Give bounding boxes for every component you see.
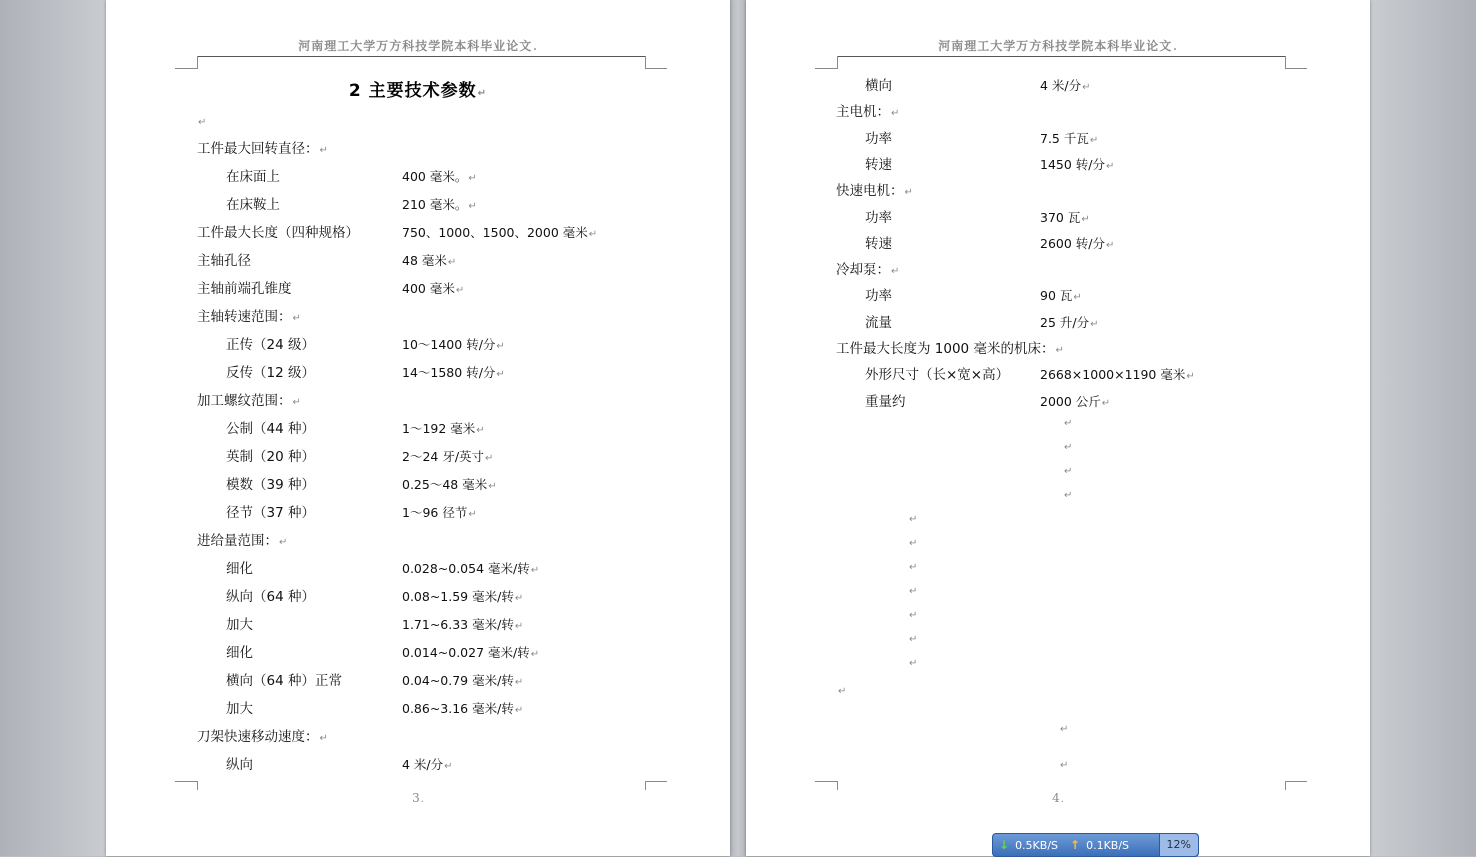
spec-row (106, 280, 730, 298)
spec-label: 公制（44 种） (226, 421, 315, 437)
spec-label: 细化 (226, 645, 253, 661)
spec-row (106, 336, 730, 354)
paragraph-mark: ↵ (485, 453, 494, 464)
paragraph-mark: ↵ (1064, 490, 1073, 501)
spec-row (746, 235, 1370, 253)
upload-speed (1064, 838, 1135, 852)
spec-row (746, 103, 1370, 121)
paragraph-mark: ↵ (1186, 371, 1195, 383)
spec-row (106, 112, 730, 130)
spec-value: 4 米/分↵ (402, 757, 453, 772)
paragraph-mark: ↵ (588, 229, 598, 240)
spec-label: 工件最大回转直径：↵ (197, 141, 328, 157)
network-speed-widget[interactable] (992, 833, 1199, 857)
document-page-4[interactable] (746, 0, 1370, 856)
spec-value: 0.014~0.027 毫米/转↵ (402, 645, 540, 660)
spec-row (106, 392, 730, 410)
page-gap (730, 0, 746, 856)
spec-value: 210 毫米。↵ (402, 197, 477, 212)
spec-row (746, 156, 1370, 174)
paragraph-mark: ↵ (319, 145, 328, 156)
spec-label (197, 112, 206, 132)
spec-value: 2～24 牙/英寸↵ (402, 449, 494, 464)
spec-row (746, 340, 1370, 358)
paragraph-mark: ↵ (1055, 345, 1064, 356)
spec-label: 细化 (226, 561, 253, 577)
spec-label: 横向 (865, 78, 892, 94)
spec-row (106, 252, 730, 270)
crop-mark (1285, 68, 1307, 69)
spec-row (746, 261, 1370, 279)
spec-row (106, 448, 730, 466)
spec-value: 48 毫米↵ (402, 253, 457, 268)
page-header: 河南理工大学万方科技学院本科毕业论文. (938, 39, 1178, 53)
spec-row (746, 287, 1370, 305)
spec-row (106, 644, 730, 662)
spec-label: 重量约 (865, 393, 906, 410)
paragraph-mark: ↵ (909, 610, 918, 621)
paragraph-mark: ↵ (319, 733, 328, 744)
paragraph-mark: ↵ (1101, 397, 1111, 409)
spec-row (106, 224, 730, 242)
paragraph-mark: ↵ (1064, 418, 1073, 429)
header-rule (197, 56, 645, 57)
paragraph-mark: ↵ (292, 397, 301, 408)
document-page-3[interactable] (106, 0, 730, 856)
paragraph-mark: ↵ (530, 565, 540, 576)
crop-mark (197, 56, 198, 69)
download-arrow-icon: ↓ (999, 838, 1010, 852)
crop-mark (175, 68, 197, 69)
paragraph-mark: ↵ (514, 705, 524, 716)
spec-value: 1～96 径节↵ (402, 505, 477, 520)
paragraph-mark: ↵ (468, 509, 477, 520)
paragraph-mark: ↵ (909, 514, 918, 525)
paragraph-mark: ↵ (1090, 318, 1099, 330)
spec-row (106, 364, 730, 382)
spec-row (106, 560, 730, 578)
spec-label: 英制（20 种） (226, 449, 315, 465)
spec-row (746, 314, 1370, 332)
crop-mark (1285, 781, 1286, 790)
paragraph-mark: ↵ (909, 538, 918, 549)
paragraph-mark: ↵ (1060, 760, 1069, 771)
page-header: 河南理工大学万方科技学院本科毕业论文. (298, 39, 538, 53)
spec-value: 0.028~0.054 毫米/转↵ (402, 561, 540, 576)
paragraph-mark: ↵ (496, 341, 505, 352)
crop-mark (175, 781, 197, 782)
spec-label: 横向（64 种）正常 (226, 673, 342, 689)
paragraph-mark: ↵ (1073, 292, 1082, 304)
crop-mark (645, 781, 646, 790)
spec-row (106, 700, 730, 718)
spec-label: 工件最大长度为 1000 毫米的机床：↵ (836, 341, 1064, 357)
spec-label: 功率 (865, 130, 892, 147)
paragraph-mark: ↵ (904, 187, 913, 199)
spec-value: 2000 公斤↵ (1040, 393, 1111, 409)
spec-row (106, 476, 730, 494)
spec-label: 流量 (865, 314, 892, 331)
paragraph-mark: ↵ (909, 562, 918, 573)
spec-label: 主轴前端孔锥度 (197, 281, 292, 297)
spec-value: 25 升/分↵ (1040, 314, 1099, 330)
spec-row (106, 532, 730, 550)
chapter-title: 2 主要技术参数↵ (348, 81, 488, 101)
paragraph-mark: ↵ (468, 201, 477, 212)
spec-label: 纵向（64 种） (226, 589, 315, 605)
paragraph-mark: ↵ (198, 117, 207, 128)
spec-value: 370 瓦↵ (1040, 209, 1090, 225)
paragraph-mark: ↵ (488, 481, 497, 492)
spec-value: 7.5 千瓦↵ (1040, 130, 1099, 146)
header-rule (837, 56, 1285, 57)
spec-value: 4 米/分↵ (1040, 78, 1091, 93)
upload-speed-value: 0.1KB/S (1086, 838, 1130, 852)
crop-mark (645, 68, 667, 69)
spec-value: 0.04~0.79 毫米/转↵ (402, 673, 524, 688)
spec-label: 快速电机：↵ (836, 183, 913, 200)
spec-row (106, 756, 730, 774)
spec-label: 刀架快速移动速度：↵ (197, 729, 328, 745)
crop-mark (815, 68, 837, 69)
spec-row (106, 504, 730, 522)
crop-mark (837, 56, 838, 69)
download-speed (993, 838, 1064, 852)
spec-label: 外形尺寸（长×宽×高） (865, 367, 1010, 384)
spec-row (106, 140, 730, 158)
spec-label: 主电机：↵ (836, 104, 900, 121)
spec-label: 纵向 (226, 757, 253, 773)
spec-row (746, 182, 1370, 200)
paragraph-mark: ↵ (909, 658, 918, 669)
paragraph-mark: ↵ (476, 425, 485, 436)
page-number: 3. (412, 791, 424, 805)
spec-row (106, 672, 730, 690)
crop-mark (1285, 781, 1307, 782)
spec-label: 功率 (865, 288, 892, 305)
right-workspace-gutter (1370, 0, 1476, 856)
paragraph-mark: ↵ (447, 257, 457, 268)
spec-label: 加大 (226, 617, 253, 633)
spec-label: 径节（37 种） (226, 505, 315, 521)
paragraph-mark: ↵ (1060, 724, 1069, 735)
spec-row (106, 168, 730, 186)
spec-label: 反传（12 级） (226, 365, 315, 381)
paragraph-mark: ↵ (496, 369, 505, 380)
spec-value: 14～1580 转/分↵ (402, 365, 505, 380)
paragraph-mark: ↵ (279, 537, 288, 548)
spec-row (746, 366, 1370, 384)
left-workspace-gutter (0, 0, 106, 856)
crop-mark (815, 781, 837, 782)
spec-row (106, 588, 730, 606)
spec-label: 在床面上 (226, 169, 280, 185)
spec-value: 750、1000、1500、2000 毫米↵ (402, 225, 598, 240)
spec-row (746, 209, 1370, 227)
paragraph-mark: ↵ (1064, 466, 1073, 477)
spec-row (106, 616, 730, 634)
spec-value: 0.86~3.16 毫米/转↵ (402, 701, 524, 716)
spec-value: 400 毫米↵ (402, 281, 465, 296)
spec-value: 90 瓦↵ (1040, 288, 1082, 304)
crop-mark (837, 781, 838, 790)
spec-row (746, 393, 1370, 411)
spec-value: 0.25～48 毫米↵ (402, 477, 497, 492)
paragraph-mark: ↵ (891, 108, 900, 120)
paragraph-mark: ↵ (1089, 134, 1099, 146)
usage-percent: 12% (1159, 834, 1198, 856)
spec-label: 工件最大长度（四种规格） (197, 225, 359, 241)
paragraph-mark: ↵ (1106, 239, 1115, 251)
spec-value: 0.08~1.59 毫米/转↵ (402, 589, 524, 604)
spec-label: 主轴转速范围：↵ (197, 309, 301, 325)
spec-label: 主轴孔径 (197, 253, 251, 269)
crop-mark (1285, 56, 1286, 69)
paragraph-mark: ↵ (514, 621, 524, 632)
spec-value: 400 毫米。↵ (402, 169, 477, 184)
spec-label: 加工螺纹范围：↵ (197, 393, 301, 409)
spec-value: 2668×1000×1190 毫米↵ (1040, 367, 1195, 383)
spec-label: 转速 (865, 235, 892, 252)
paragraph-mark: ↵ (530, 649, 540, 660)
spec-row (106, 308, 730, 326)
spec-label: 进给量范围：↵ (197, 533, 288, 549)
crop-mark (645, 781, 667, 782)
paragraph-mark: ↵ (891, 266, 900, 278)
crop-mark (645, 56, 646, 69)
crop-mark (197, 781, 198, 790)
paragraph-mark: ↵ (468, 173, 477, 184)
spec-label: 在床鞍上 (226, 197, 280, 213)
spec-value: 1～192 毫米↵ (402, 421, 485, 436)
upload-arrow-icon: ↑ (1070, 838, 1081, 852)
spec-label: 正传（24 级） (226, 337, 315, 353)
paragraph-mark: ↵ (838, 686, 847, 697)
paragraph-mark: ↵ (292, 313, 301, 324)
spec-row (106, 728, 730, 746)
spec-label: 加大 (226, 701, 253, 717)
paragraph-mark: ↵ (514, 593, 524, 604)
paragraph-mark: ↵ (1106, 160, 1115, 172)
spec-label: 转速 (865, 156, 892, 173)
download-speed-value: 0.5KB/S (1015, 838, 1059, 852)
spec-row (746, 77, 1370, 95)
spec-row (106, 196, 730, 214)
paragraph-mark: ↵ (909, 634, 918, 645)
paragraph-mark: ↵ (514, 677, 524, 688)
spec-label: 模数（39 种） (226, 477, 315, 493)
page-number: 4. (1052, 791, 1064, 805)
spec-value: 1.71~6.33 毫米/转↵ (402, 617, 524, 632)
spec-value: 10～1400 转/分↵ (402, 337, 505, 352)
spec-value: 1450 转/分↵ (1040, 156, 1115, 172)
paragraph-mark: ↵ (909, 586, 918, 597)
spec-row (106, 420, 730, 438)
paragraph-mark: ↵ (1064, 442, 1073, 453)
paragraph-mark: ↵ (444, 761, 453, 772)
spec-value: 2600 转/分↵ (1040, 235, 1115, 251)
paragraph-mark: ↵ (455, 285, 465, 296)
spec-label: 冷却泵：↵ (836, 262, 900, 279)
paragraph-mark: ↵ (1081, 213, 1090, 225)
spec-row (746, 130, 1370, 148)
spec-label: 功率 (865, 209, 892, 226)
paragraph-mark: ↵ (1082, 82, 1091, 93)
